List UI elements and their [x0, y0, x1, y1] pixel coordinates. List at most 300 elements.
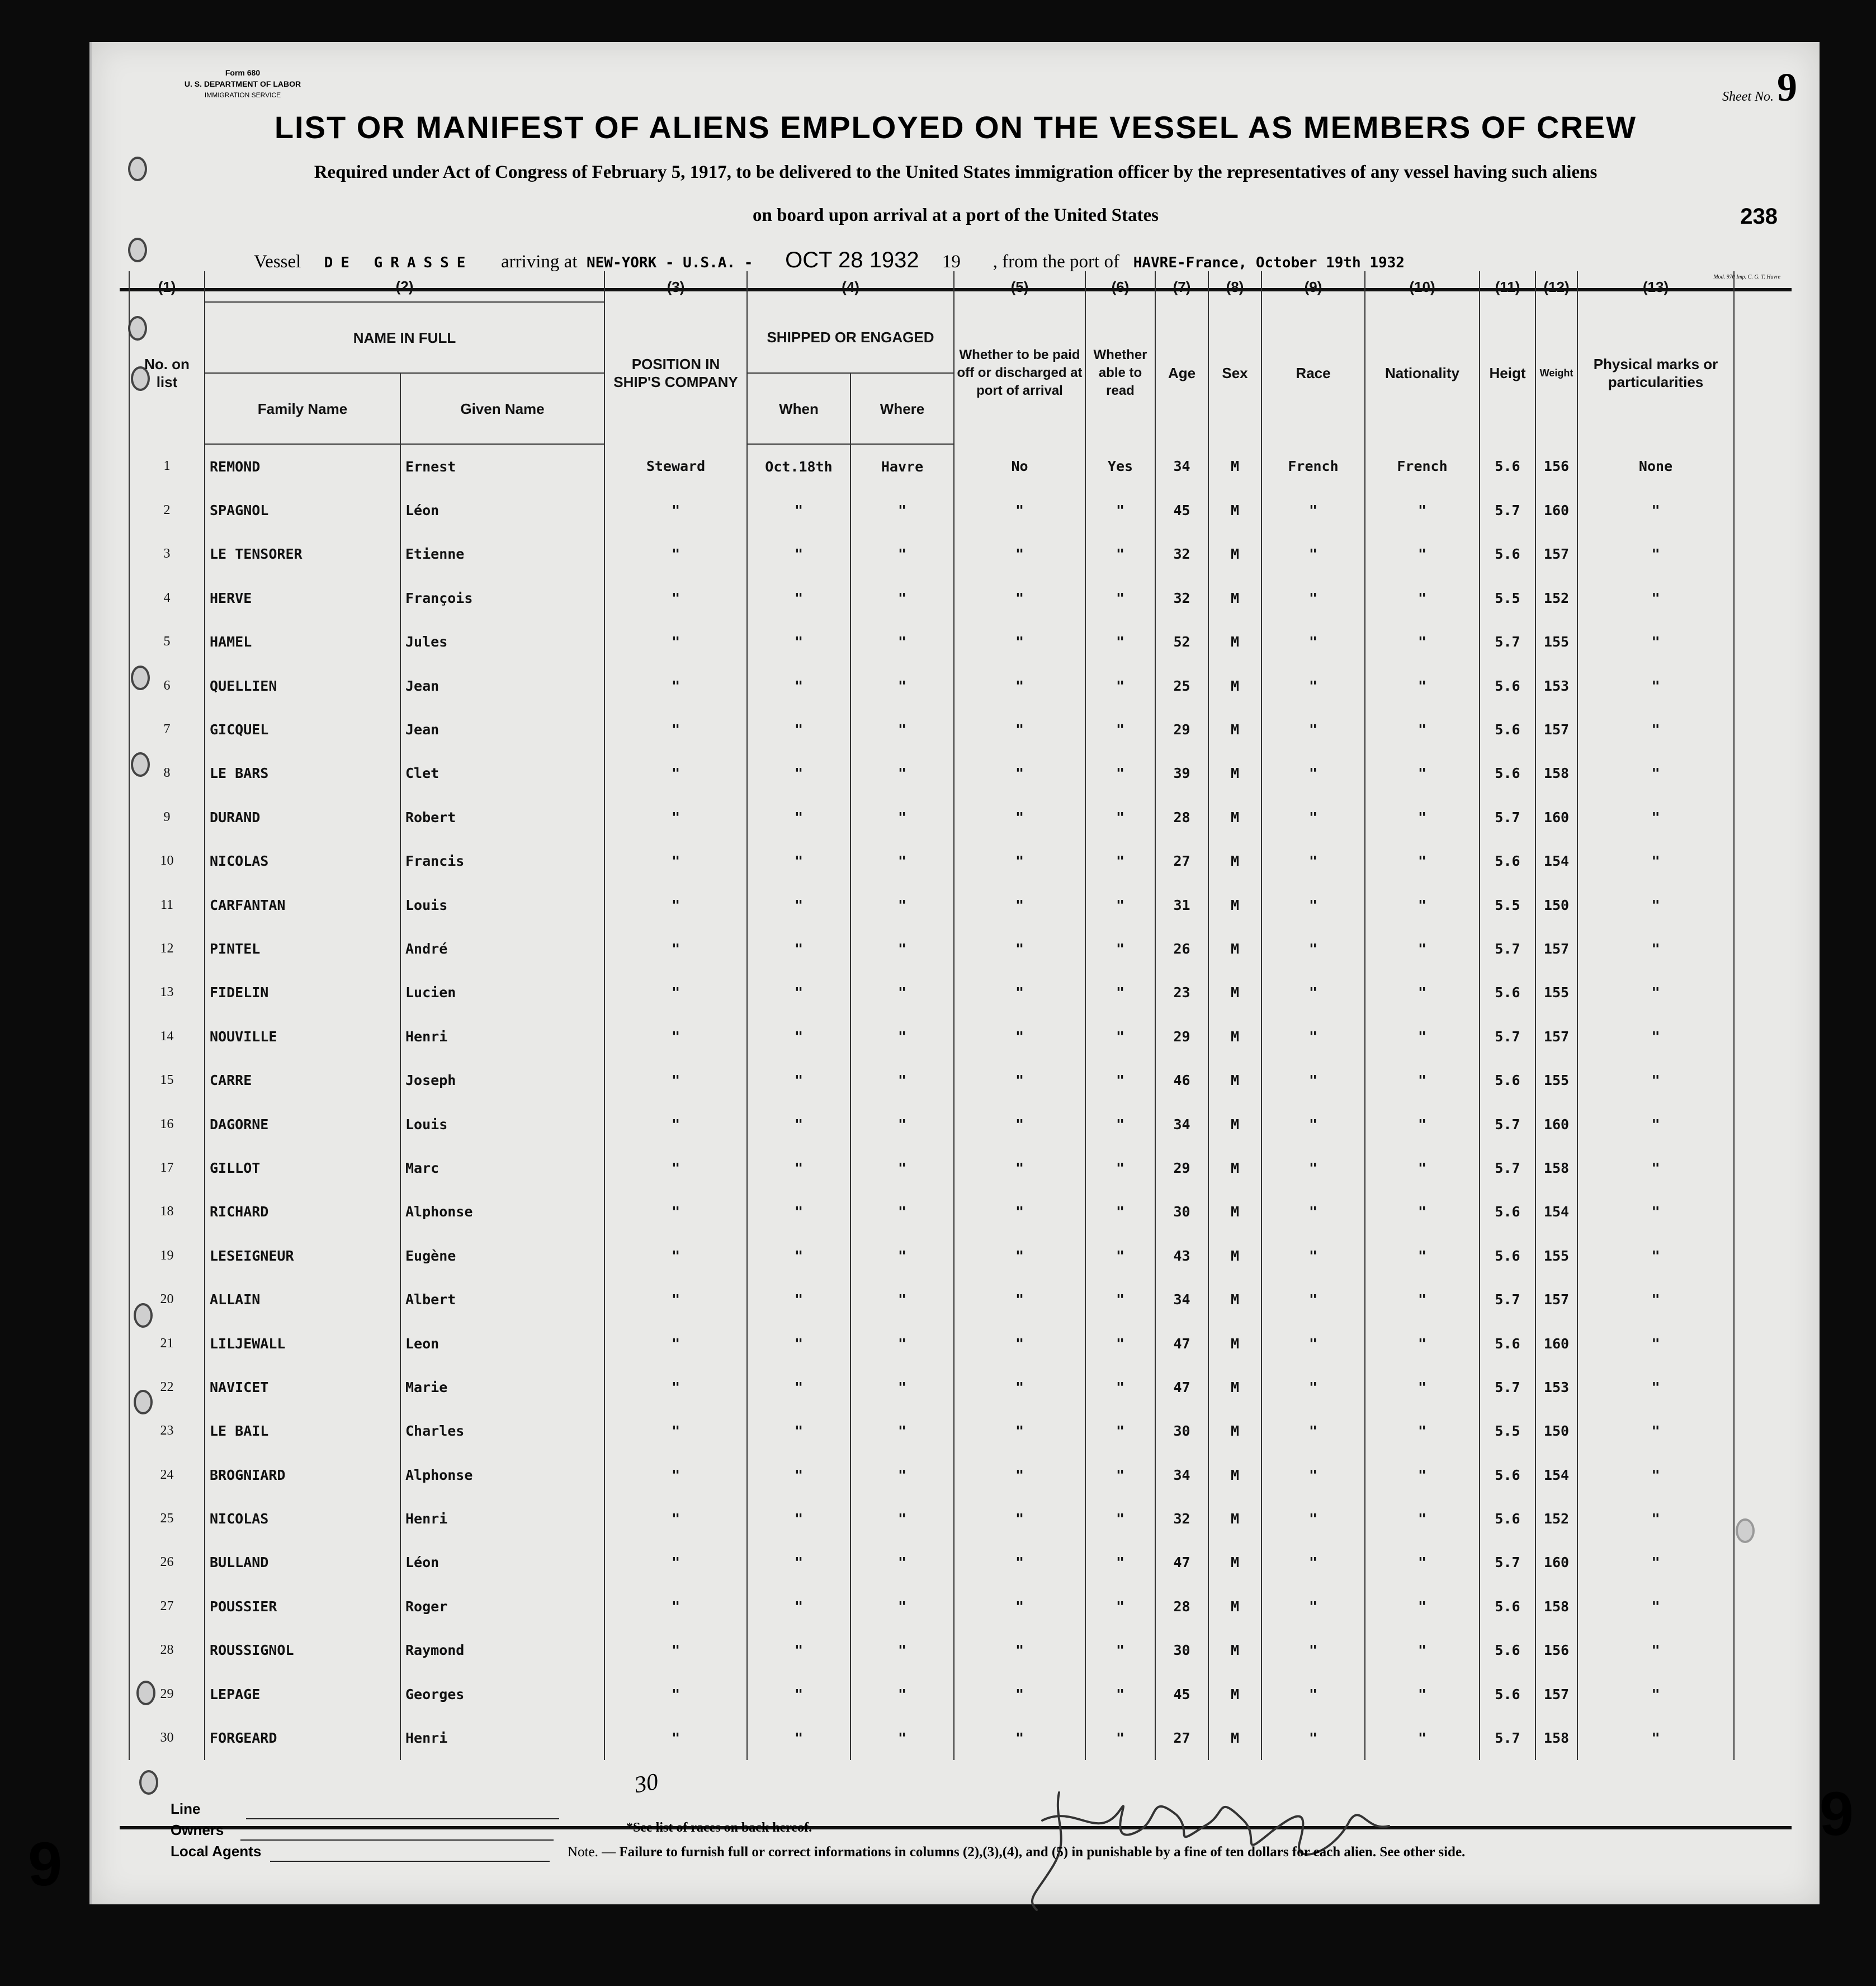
when-cell: " [747, 1102, 850, 1146]
read-cell: " [1085, 488, 1155, 532]
race-cell: " [1261, 664, 1365, 707]
column-number: (1) [129, 271, 205, 302]
marks-cell: " [1577, 707, 1734, 751]
family-cell: GILLOT [205, 1146, 400, 1190]
age-cell: 28 [1155, 795, 1208, 839]
where-cell: " [850, 664, 954, 707]
when-cell: " [747, 752, 850, 795]
no-cell: 8 [129, 752, 205, 795]
page-title: LIST OR MANIFEST OF ALIENS EMPLOYED ON THE VESSEL AS MEMBERS OF CREW [274, 110, 1637, 145]
read-cell: " [1085, 664, 1155, 707]
marks-cell: " [1577, 1102, 1734, 1146]
crew-rows [129, 444, 1734, 1760]
read-cell: " [1085, 1716, 1155, 1759]
nationality-cell: " [1365, 1629, 1480, 1672]
family-cell: ROUSSIGNOL [205, 1629, 400, 1672]
when-cell: " [747, 971, 850, 1015]
where-cell: " [850, 1409, 954, 1453]
corner-number-left: 9 [28, 1830, 63, 1899]
given-cell: Henri [400, 1497, 604, 1540]
age-cell: 45 [1155, 1672, 1208, 1716]
marks-cell: " [1577, 1584, 1734, 1628]
height-cell: 5.6 [1480, 1190, 1535, 1234]
no-cell: 13 [129, 971, 205, 1015]
read-cell: " [1085, 1190, 1155, 1234]
read-cell: " [1085, 707, 1155, 751]
position-cell: " [604, 488, 747, 532]
read-cell: " [1085, 1453, 1155, 1497]
position-cell: " [604, 1672, 747, 1716]
paid-off-cell: " [954, 795, 1085, 839]
race-cell: " [1261, 1322, 1365, 1365]
corner-number-right: 9 [1819, 1780, 1854, 1848]
read-cell: " [1085, 532, 1155, 576]
race-cell: " [1261, 620, 1365, 664]
given-cell: Ernest [400, 444, 604, 488]
table-row [129, 1716, 1734, 1759]
age-cell: 32 [1155, 532, 1208, 576]
race-cell: " [1261, 1497, 1365, 1540]
header-nationality: Nationality [1365, 302, 1480, 444]
given-cell: Jean [400, 664, 604, 707]
read-cell: " [1085, 1102, 1155, 1146]
column-number: (8) [1208, 271, 1261, 302]
marks-cell: " [1577, 1716, 1734, 1759]
family-cell: HERVE [205, 576, 400, 620]
form-number: Form 680 [225, 68, 261, 77]
marks-cell: " [1577, 1365, 1734, 1409]
family-cell: GICQUEL [205, 707, 400, 751]
age-cell: 34 [1155, 444, 1208, 488]
when-cell: " [747, 664, 850, 707]
height-cell: 5.6 [1480, 839, 1535, 883]
sheet-number-label: Sheet No. [1722, 89, 1774, 104]
height-cell: 5.7 [1480, 1102, 1535, 1146]
given-cell: Louis [400, 1102, 604, 1146]
nationality-cell: French [1365, 444, 1480, 488]
sex-cell: M [1208, 707, 1261, 751]
weight-cell: 155 [1535, 1058, 1577, 1102]
no-cell: 16 [129, 1102, 205, 1146]
weight-cell: 153 [1535, 1365, 1577, 1409]
column-number: (11) [1480, 271, 1535, 302]
table-row [129, 1277, 1734, 1321]
race-cell: " [1261, 839, 1365, 883]
weight-cell: 154 [1535, 1453, 1577, 1497]
subtitle-line-2: on board upon arrival at a port of the United States [752, 205, 1159, 225]
given-cell: Lucien [400, 971, 604, 1015]
read-cell: " [1085, 620, 1155, 664]
position-cell: " [604, 1497, 747, 1540]
marks-cell: " [1577, 1277, 1734, 1321]
marks-cell: " [1577, 1234, 1734, 1277]
table-row [129, 839, 1734, 883]
table-row [129, 795, 1734, 839]
read-cell: " [1085, 1584, 1155, 1628]
no-cell: 9 [129, 795, 205, 839]
position-cell: " [604, 1541, 747, 1584]
marks-cell: " [1577, 752, 1734, 795]
family-cell: HAMEL [205, 620, 400, 664]
given-cell: Louis [400, 883, 604, 927]
when-cell: " [747, 1584, 850, 1628]
paid-off-cell: " [954, 532, 1085, 576]
nationality-cell: " [1365, 1015, 1480, 1058]
height-cell: 5.6 [1480, 1629, 1535, 1672]
penalty-note [568, 1845, 1465, 1860]
age-cell: 27 [1155, 839, 1208, 883]
position-cell: " [604, 1629, 747, 1672]
age-cell: 30 [1155, 1629, 1208, 1672]
paid-off-cell: " [954, 707, 1085, 751]
sex-cell: M [1208, 971, 1261, 1015]
weight-cell: 152 [1535, 576, 1577, 620]
marks-cell: " [1577, 795, 1734, 839]
given-cell: Eugène [400, 1234, 604, 1277]
race-cell: French [1261, 444, 1365, 488]
header-given-name: Given Name [400, 373, 604, 444]
weight-cell: 160 [1535, 1102, 1577, 1146]
marks-cell: " [1577, 532, 1734, 576]
owners-field [240, 1826, 554, 1841]
no-cell: 21 [129, 1322, 205, 1365]
position-cell: Steward [604, 444, 747, 488]
weight-cell: 155 [1535, 1234, 1577, 1277]
when-cell: " [747, 1146, 850, 1190]
when-cell: " [747, 488, 850, 532]
note-label: Note. — [568, 1845, 616, 1860]
when-cell: " [747, 1058, 850, 1102]
sheet-number [1722, 64, 1797, 111]
note-text: Failure to furnish full or correct informations in columns (2),(3),(4), and (5) in punishable by a fine of ten dollars for each alien. See other side. [619, 1845, 1466, 1860]
table-row [129, 1584, 1734, 1628]
read-cell: " [1085, 1277, 1155, 1321]
family-cell: NICOLAS [205, 839, 400, 883]
given-cell: Alphonse [400, 1453, 604, 1497]
where-cell: " [850, 1015, 954, 1058]
race-cell: " [1261, 1277, 1365, 1321]
height-cell: 5.5 [1480, 883, 1535, 927]
no-cell: 3 [129, 532, 205, 576]
marks-cell: " [1577, 927, 1734, 970]
table-row [129, 664, 1734, 707]
marks-cell: " [1577, 664, 1734, 707]
sex-cell: M [1208, 576, 1261, 620]
table-row [129, 1629, 1734, 1672]
given-cell: Clet [400, 752, 604, 795]
where-cell: " [850, 1146, 954, 1190]
table-row [129, 971, 1734, 1015]
sex-cell: M [1208, 1365, 1261, 1409]
family-cell: NAVICET [205, 1365, 400, 1409]
sex-cell: M [1208, 1277, 1261, 1321]
marks-cell: " [1577, 1497, 1734, 1540]
race-cell: " [1261, 1541, 1365, 1584]
sex-cell: M [1208, 927, 1261, 970]
column-number: (12) [1535, 271, 1577, 302]
punch-hole [128, 238, 147, 262]
family-cell: DURAND [205, 795, 400, 839]
year-prefix: 19 [942, 252, 961, 272]
where-cell: Havre [850, 444, 954, 488]
where-cell: " [850, 1629, 954, 1672]
when-cell: " [747, 1190, 850, 1234]
vessel-label: Vessel [254, 252, 301, 272]
when-cell: " [747, 1409, 850, 1453]
header-height: Heigt [1480, 302, 1535, 444]
when-cell: Oct.18th [747, 444, 850, 488]
nationality-cell: " [1365, 1541, 1480, 1584]
paid-off-cell: " [954, 1058, 1085, 1102]
sex-cell: M [1208, 1629, 1261, 1672]
nationality-cell: " [1365, 707, 1480, 751]
age-cell: 28 [1155, 1584, 1208, 1628]
marks-cell: " [1577, 1541, 1734, 1584]
given-cell: Francis [400, 839, 604, 883]
given-cell: Jules [400, 620, 604, 664]
departure-port: HAVRE-France, October 19th 1932 [1133, 254, 1405, 271]
paid-off-cell: " [954, 1322, 1085, 1365]
race-cell: " [1261, 707, 1365, 751]
family-cell: FIDELIN [205, 971, 400, 1015]
family-cell: DAGORNE [205, 1102, 400, 1146]
age-cell: 47 [1155, 1365, 1208, 1409]
weight-cell: 150 [1535, 883, 1577, 927]
position-cell: " [604, 1322, 747, 1365]
marks-cell: " [1577, 488, 1734, 532]
sex-cell: M [1208, 1234, 1261, 1277]
table-row [129, 488, 1734, 532]
when-cell: " [747, 1277, 850, 1321]
height-cell: 5.6 [1480, 752, 1535, 795]
where-cell: " [850, 620, 954, 664]
marks-cell: " [1577, 971, 1734, 1015]
column-number: (10) [1365, 271, 1480, 302]
race-cell: " [1261, 1716, 1365, 1759]
height-cell: 5.6 [1480, 1672, 1535, 1716]
sex-cell: M [1208, 1584, 1261, 1628]
position-cell: " [604, 1409, 747, 1453]
age-cell: 32 [1155, 576, 1208, 620]
date-stamp: OCT 28 1932 [785, 248, 919, 272]
family-cell: LESEIGNEUR [205, 1234, 400, 1277]
table-row [129, 883, 1734, 927]
owners-label: Owners [171, 1822, 224, 1838]
form-department: U. S. DEPARTMENT OF LABOR [184, 79, 301, 88]
height-cell: 5.7 [1480, 927, 1535, 970]
table-row [129, 1015, 1734, 1058]
handwritten-signature [1020, 1770, 1423, 1916]
sex-cell: M [1208, 1146, 1261, 1190]
header-sex: Sex [1208, 302, 1261, 444]
no-cell: 17 [129, 1146, 205, 1190]
vessel-name: DE GRASSE [324, 254, 474, 271]
sex-cell: M [1208, 1322, 1261, 1365]
height-cell: 5.6 [1480, 707, 1535, 751]
read-cell: " [1085, 1365, 1155, 1409]
marks-cell: " [1577, 1322, 1734, 1365]
height-cell: 5.7 [1480, 795, 1535, 839]
sex-cell: M [1208, 1058, 1261, 1102]
paid-off-cell: " [954, 1541, 1085, 1584]
where-cell: " [850, 883, 954, 927]
read-cell: " [1085, 1015, 1155, 1058]
weight-cell: 150 [1535, 1409, 1577, 1453]
when-cell: " [747, 532, 850, 576]
sex-cell: M [1208, 1497, 1261, 1540]
header-name-in-full: NAME IN FULL [205, 302, 604, 373]
given-cell: Jean [400, 707, 604, 751]
sex-cell: M [1208, 1453, 1261, 1497]
when-cell: " [747, 1453, 850, 1497]
position-cell: " [604, 576, 747, 620]
table-row [129, 444, 1734, 488]
race-cell: " [1261, 1365, 1365, 1409]
where-cell: " [850, 752, 954, 795]
no-cell: 26 [129, 1541, 205, 1584]
age-cell: 31 [1155, 883, 1208, 927]
weight-cell: 158 [1535, 752, 1577, 795]
where-cell: " [850, 1716, 954, 1759]
header-where: Where [850, 373, 954, 444]
read-cell: " [1085, 1497, 1155, 1540]
table-row [129, 1453, 1734, 1497]
given-cell: Raymond [400, 1629, 604, 1672]
position-cell: " [604, 1234, 747, 1277]
read-cell: " [1085, 1629, 1155, 1672]
given-cell: Marc [400, 1146, 604, 1190]
when-cell: " [747, 839, 850, 883]
paid-off-cell: " [954, 1672, 1085, 1716]
weight-cell: 155 [1535, 620, 1577, 664]
family-cell: BULLAND [205, 1541, 400, 1584]
no-cell: 19 [129, 1234, 205, 1277]
when-cell: " [747, 1234, 850, 1277]
column-number: (2) [205, 271, 604, 302]
paid-off-cell: " [954, 839, 1085, 883]
sheet-number-value: 9 [1777, 65, 1797, 110]
position-cell: " [604, 927, 747, 970]
height-cell: 5.6 [1480, 1234, 1535, 1277]
position-cell: " [604, 971, 747, 1015]
read-cell: " [1085, 971, 1155, 1015]
age-cell: 32 [1155, 1497, 1208, 1540]
age-cell: 29 [1155, 1146, 1208, 1190]
position-cell: " [604, 532, 747, 576]
nationality-cell: " [1365, 1365, 1480, 1409]
read-cell: " [1085, 576, 1155, 620]
height-cell: 5.6 [1480, 1584, 1535, 1628]
sex-cell: M [1208, 839, 1261, 883]
given-cell: Robert [400, 795, 604, 839]
no-cell: 25 [129, 1497, 205, 1540]
marks-cell: " [1577, 1190, 1734, 1234]
arriving-port: NEW-YORK - U.S.A. - [587, 254, 753, 271]
height-cell: 5.6 [1480, 971, 1535, 1015]
sex-cell: M [1208, 444, 1261, 488]
where-cell: " [850, 1672, 954, 1716]
header-shipped-or-engaged: SHIPPED OR ENGAGED [747, 302, 954, 373]
header-weight: Weight [1535, 302, 1577, 444]
no-cell: 28 [129, 1629, 205, 1672]
paid-off-cell: " [954, 971, 1085, 1015]
given-cell: Léon [400, 488, 604, 532]
position-cell: " [604, 839, 747, 883]
nationality-cell: " [1365, 488, 1480, 532]
nationality-cell: " [1365, 620, 1480, 664]
nationality-cell: " [1365, 927, 1480, 970]
sex-cell: M [1208, 883, 1261, 927]
paid-off-cell: " [954, 1365, 1085, 1409]
nationality-cell: " [1365, 971, 1480, 1015]
no-cell: 29 [129, 1672, 205, 1716]
age-cell: 47 [1155, 1541, 1208, 1584]
where-cell: " [850, 1102, 954, 1146]
table-row [129, 927, 1734, 970]
table-row [129, 532, 1734, 576]
weight-cell: 157 [1535, 1015, 1577, 1058]
paid-off-cell: " [954, 927, 1085, 970]
header-physical-marks: Physical marks or particularities [1577, 302, 1734, 444]
where-cell: " [850, 1497, 954, 1540]
height-cell: 5.6 [1480, 1058, 1535, 1102]
no-cell: 30 [129, 1716, 205, 1759]
when-cell: " [747, 707, 850, 751]
when-cell: " [747, 576, 850, 620]
paid-off-cell: " [954, 1190, 1085, 1234]
height-cell: 5.6 [1480, 1322, 1535, 1365]
read-cell: " [1085, 1409, 1155, 1453]
no-cell: 5 [129, 620, 205, 664]
position-cell: " [604, 1102, 747, 1146]
age-cell: 39 [1155, 752, 1208, 795]
table-row [129, 1409, 1734, 1453]
height-cell: 5.6 [1480, 444, 1535, 488]
read-cell: " [1085, 839, 1155, 883]
table-row [129, 1497, 1734, 1540]
sex-cell: M [1208, 488, 1261, 532]
when-cell: " [747, 1015, 850, 1058]
age-cell: 26 [1155, 927, 1208, 970]
nationality-cell: " [1365, 839, 1480, 883]
document-number: 238 [1740, 204, 1778, 229]
nationality-cell: " [1365, 1102, 1480, 1146]
family-cell: NICOLAS [205, 1497, 400, 1540]
weight-cell: 160 [1535, 795, 1577, 839]
position-cell: " [604, 883, 747, 927]
no-cell: 18 [129, 1190, 205, 1234]
given-cell: Georges [400, 1672, 604, 1716]
age-cell: 30 [1155, 1409, 1208, 1453]
when-cell: " [747, 620, 850, 664]
weight-cell: 158 [1535, 1146, 1577, 1190]
when-cell: " [747, 795, 850, 839]
sex-cell: M [1208, 1541, 1261, 1584]
form-service: IMMIGRATION SERVICE [204, 91, 281, 99]
sex-cell: M [1208, 1672, 1261, 1716]
marks-cell: " [1577, 1015, 1734, 1058]
paid-off-cell: " [954, 1409, 1085, 1453]
header-able-to-read: Whether able to read [1085, 302, 1155, 444]
age-cell: 25 [1155, 664, 1208, 707]
where-cell: " [850, 839, 954, 883]
read-cell: " [1085, 1058, 1155, 1102]
nationality-cell: " [1365, 1716, 1480, 1759]
height-cell: 5.7 [1480, 1015, 1535, 1058]
no-cell: 20 [129, 1277, 205, 1321]
header-paid-off: Whether to be paid off or discharged at port of arrival [954, 302, 1085, 444]
family-cell: CARFANTAN [205, 883, 400, 927]
